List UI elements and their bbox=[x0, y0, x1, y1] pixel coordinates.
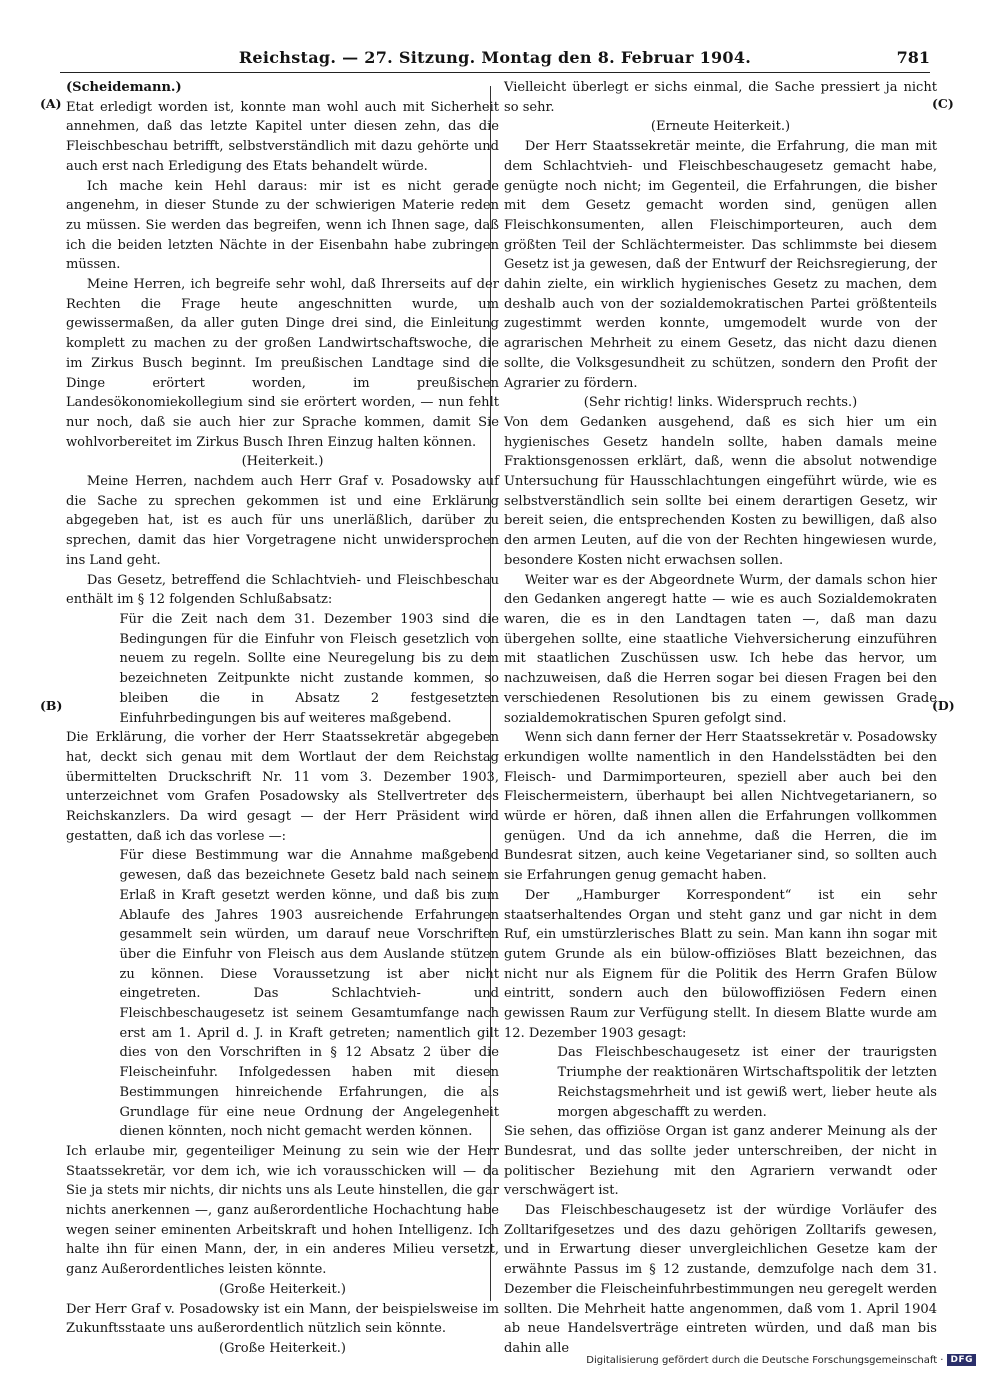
block-quote: Das Fleischbeschaugesetz ist einer der traurigsten Triumphe der reaktionären Wirtschaftspolitik der letzten Reichstagsmehrheit und ist gewiß wert, lieber heute als morgen abgeschafft zu werden. bbox=[557, 1045, 937, 1120]
paragraph: Die Erklärung, die vorher der Herr Staatssekretär abgegeben hat, deckt sich genau mit dem Wortlaut der dem Reichstag übermittelten Druckschrift Nr. 11 vom 3. Dezember 1903, unterzeichnet vom Grafen Posadowsky als Stellvertreter des Reichskanzlers. Da wird gesagt — der Herr Präsident wird gestatten, daß ich das vorlese —: bbox=[66, 730, 499, 844]
stage-direction: (Erneute Heiterkeit.) bbox=[650, 119, 791, 135]
paragraph: Der Herr Graf v. Posadowsky ist ein Mann, der beispielsweise im Zukunftsstaate uns außerordentlich nützlich sein könnte. bbox=[66, 1301, 499, 1337]
paragraph: Meine Herren, ich begreife sehr wohl, daß Ihrerseits auf der Rechten die Frage heute angeschnitten wurde, um gewissermaßen, da aller guten Dinge drei sind, die Einleitung komplett zu machen zu der großen Landwirtschaftswoche, die im Zirkus Busch beginnt. Im preußischen Landtage sind die Dinge erörtert worden, im preußischen Landesökonomiekollegium sind sie erörtert worden, — nun fehlt nur noch, daß sie auch hier zur Sprache kommen, damit Sie wohlvorbereitet im Zirkus Busch Ihren Einzug halten können. bbox=[66, 277, 499, 450]
stage-direction: (Große Heiterkeit.) bbox=[219, 1341, 346, 1356]
page-number: 781 bbox=[896, 48, 930, 67]
speaker-name: (Scheidemann.) bbox=[66, 80, 182, 95]
paragraph: Meine Herren, nachdem auch Herr Graf v. Posadowsky auf die Sache zu sprechen gekommen ist und eine Erklärung abgegeben hat, ist es auch für uns unerläßlich, darüber zu sprechen, damit das hier Vorgetragene nicht unwidersprochen ins Land geht. bbox=[66, 474, 499, 568]
block-quote: Für diese Bestimmung war die Annahme maßgebend gewesen, daß das bezeichnete Gesetz bald nach seinem Erlaß in Kraft gesetzt werden könne, und daß bis zum Ablaufe des Jahres 1903 ausreichende Erfahrungen gesammelt sein würden, um darauf neue Vorschriften über die Einfuhr von Fleisch aus dem Auslande stützen zu können. Diese Voraussetzung ist aber nicht eingetreten. Das Schlachtvieh- und Fleischbeschaugesetz ist seinem Gesamtumfange nach erst am 1. April d. J. in Kraft getreten; namentlich gilt dies von den Vorschriften in § 12 Absatz 2 über die Fleischeinfuhr. Infolgedessen haben mit diesen Bestimmungen hinreichende Erfahrungen, die als Grundlage für eine neue Ordnung der Angelegenheit dienen könnten, noch nicht gemacht werden können. bbox=[119, 848, 499, 1140]
paragraph: Von dem Gedanken ausgehend, daß es sich hier um ein hygienisches Gesetz handeln sollte, haben damals meine Fraktionsgenossen erklärt, daß, wenn die absolut notwendige Untersuchung für Hausschlachtungen eingeführt würde, wie es selbstverständlich sein sollte bei einem derartigen Gesetz, wir bereit seien, die entsprechenden Kosten zu bewilligen, daß also den armen Leuten, auf die von der Rechten hingewiesen wurde, besondere Kosten nicht erwachsen sollen. bbox=[504, 414, 937, 568]
paragraph: Weiter war es der Abgeordnete Wurm, der damals schon hier den Gedanken angeregt hatte — wie es auch Sozialdemokraten waren, die es in den Landtagen taten —, daß man dazu übergehen sollte, eine staatliche Viehversicherung einzuführen mit staatlichen Zuschüssen usw. Ich hebe das hervor, um nachzuweisen, daß die Herren sogar bei diesen Fragen bei den verschiedenen Resolutionen bis zu einem gewissen Grade sozialdemokratischen Spuren gefolgt sind. bbox=[504, 572, 937, 726]
paragraph: Sie sehen, das offiziöse Organ ist ganz anderer Meinung als der Bundesrat, und das sollte jeder unterschreiben, der nicht in politischer Beziehung mit den Agrariern verwandt oder verschwägert ist. bbox=[504, 1124, 937, 1199]
page-header bbox=[60, 46, 930, 73]
right-column bbox=[504, 78, 937, 1359]
left-column bbox=[66, 78, 499, 1359]
paragraph: Vielleicht überlegt er sichs einmal, die Sache pressiert ja nicht so sehr. bbox=[504, 80, 937, 115]
paragraph: Das Gesetz, betreffend die Schlachtvieh- und Fleischbeschau enthält im § 12 folgenden Schlußabsatz: bbox=[66, 572, 499, 608]
margin-mark-a: (A) bbox=[40, 96, 62, 111]
margin-mark-b: (B) bbox=[40, 698, 63, 713]
stage-direction: (Sehr richtig! links. Widerspruch rechts.) bbox=[583, 395, 858, 411]
dfg-logo: DFG bbox=[947, 1354, 976, 1366]
margin-mark-c: (C) bbox=[932, 96, 954, 111]
running-title: Reichstag. — 27. Sitzung. Montag den 8. Februar 1904. bbox=[238, 48, 752, 67]
paragraph: Wenn sich dann ferner der Herr Staatssekretär v. Posadowsky erkundigen wollte namentlich in den Handelsstädten bei den Fleisch- und Darmimporteuren, speziell aber auch bei den Fleischermeistern, überhaupt bei allen Nichtvegetarianern, so würde er hören, daß ihnen allen die Erfahrungen vollkommen genügen. Und da ich annehme, daß die Herren, die im Bundesrat sitzen, auch keine Vegetarianer sind, so sollten auch sie Erfahrungen genug gemacht haben. bbox=[504, 730, 937, 884]
footer bbox=[586, 1354, 976, 1366]
margin-mark-d: (D) bbox=[932, 698, 955, 713]
footer-credit: Digitalisierung gefördert durch die Deutsche Forschungsgemeinschaft · bbox=[586, 1354, 944, 1366]
paragraph: Der „Hamburger Korrespondent“ ist ein sehr staatserhaltendes Organ und steht ganz und gar nicht in dem Ruf, ein umstürzlerisches Blatt zu sein. Man kann ihn sogar mit gutem Grunde als ein bülow-offiziöses Blatt bezeichnen, das nicht nur als Eignem für die Politik des Herrn Grafen Bülow eintritt, sondern auch den bülowoffiziösen Federn einen gewissen Raum zur Verfügung stellt. In diesem Blatte wurde am 12. Dezember 1903 gesagt: bbox=[504, 887, 937, 1041]
paragraph: Ich erlaube mir, gegenteiliger Meinung zu sein wie der Herr Staatssekretär, vor dem ich, wie ich vorausschicken will — da Sie ja stets mir nichts, dir nichts uns als Leute hinstellen, die gar nichts anerkennen —, ganz außerordentliche Hochachtung habe wegen seiner eminenten Arbeitskraft und hohen Intelligenz. Ich halte ihn für einen Mann, der, in ein anderes Milieu versetzt, ganz Außerordentliches leisten könnte. bbox=[66, 1143, 499, 1278]
paragraph: Der Herr Staatssekretär meinte, die Erfahrung, die man mit dem Schlachtvieh- und Fleischbeschaugesetz gemacht habe, genügte noch nicht; im Gegenteil, die Erfahrungen, die bisher mit dem Gesetz gemacht worden sind, genügen allen Fleischkonsumenten, allen Fleischimporteuren, auch dem größten Teil der Schlächtermeister. Das schlimmste bei diesem Gesetz ist ja gewesen, daß der Entwurf der Reichsregierung, der dahin zielte, ein wirklich hygienisches Gesetz zu machen, dem deshalb auch von der sozialdemokratischen Partei größtenteils zugestimmt werden konnte, umgemodelt wurde von der agrarischen Mehrheit zu einem Gesetz, das nicht dazu dienen sollte, die Volksgesundheit zu schützen, sondern den Profit der Agrarier zu fördern. bbox=[504, 139, 937, 391]
stage-direction: (Heiterkeit.) bbox=[241, 454, 324, 470]
paragraph: Ich mache kein Hehl daraus: mir ist es nicht gerade angenehm, in dieser Stunde zu der schwierigen Materie reden zu müssen. Sie werden das begreifen, wenn ich Ihnen sage, daß ich die beiden letzten Nächte in der Eisenbahn habe zubringen müssen. bbox=[66, 178, 499, 273]
block-quote: Für die Zeit nach dem 31. Dezember 1903 sind die Bedingungen für die Einfuhr von Fleisch gesetzlich von neuem zu regeln. Sollte eine Neuregelung bis zu dem bezeichneten Zeitpunkte nicht zustande kommen, so bleiben die in Absatz 2 festgesetzten Einfuhrbedingungen bis auf weiteres maßgebend. bbox=[119, 611, 499, 726]
paragraph: Etat erledigt worden ist, konnte man wohl auch mit Sicherheit annehmen, daß das letzte Kapitel unter diesen zehn, das die Fleischbeschau betrifft, selbstverständlich mit dazu gehörte und auch erst nach Erledigung des Etats behandelt würde. bbox=[66, 99, 499, 174]
paragraph: Das Fleischbeschaugesetz ist der würdige Vorläufer des Zolltarifgesetzes und des dazu gehörigen Zolltarifs gewesen, und in Erwartung dieser unvergleichlichen Gesetze kam der erwähnte Passus im § 12 zustande, demzufolge nach dem 31. Dezember die Fleischeinfuhrbestimmungen neu geregelt werden sollten. Die Mehrheit hatte angenommen, daß vom 1. April 1904 ab neue Handelsverträge eintreten würden, und daß man bis dahin alle bbox=[504, 1203, 937, 1356]
column-divider bbox=[490, 86, 491, 1301]
stage-direction: (Große Heiterkeit.) bbox=[219, 1281, 346, 1297]
